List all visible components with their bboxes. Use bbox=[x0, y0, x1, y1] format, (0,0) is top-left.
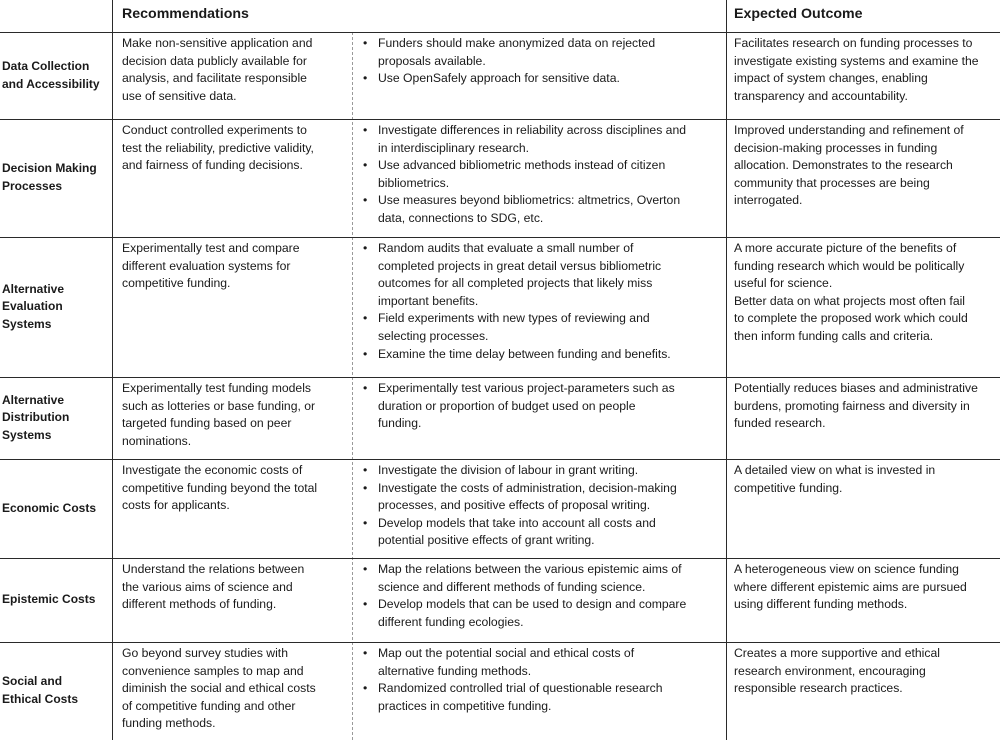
column-divider-dashed bbox=[352, 32, 353, 740]
outcome-line: transparency and accountability. bbox=[734, 88, 908, 103]
bullet-icon: • bbox=[363, 381, 368, 395]
bullet-icon: • bbox=[363, 515, 368, 530]
bullet-item bbox=[360, 70, 724, 88]
bullet-line: Develop models that can be used to design and compare bbox=[378, 597, 687, 612]
row-label-line: Epistemic Costs bbox=[2, 592, 96, 607]
recommendation-text bbox=[122, 122, 350, 175]
bullet-line: Develop models that take into account all costs and bbox=[378, 515, 656, 530]
bullet-icon: • bbox=[363, 480, 368, 495]
bullet-icon: • bbox=[363, 193, 368, 208]
recommendation-line: Conduct controlled experiments to bbox=[122, 123, 307, 137]
outcome-line: Creates a more supportive and ethical bbox=[734, 646, 940, 660]
bullet-icon: • bbox=[363, 597, 368, 612]
row-label-text bbox=[2, 673, 78, 708]
outcome-line: research environment, encouraging bbox=[734, 663, 926, 678]
action-bullet-list bbox=[360, 561, 724, 631]
outcome-line: investigate existing systems and examine the bbox=[734, 53, 979, 68]
bullet-line: selecting processes. bbox=[378, 328, 489, 343]
row-label-line: Ethical Costs bbox=[2, 692, 79, 706]
header-expected-outcome: Expected Outcome bbox=[734, 6, 863, 22]
recommendation-text bbox=[122, 462, 350, 515]
action-bullet-list bbox=[360, 240, 724, 363]
expected-outcome-text bbox=[734, 380, 1000, 433]
bullet-line: Investigate the costs of administration, decision-making bbox=[378, 480, 677, 495]
bullet-line: Use measures beyond bibliometrics: altmetrics, Overton bbox=[378, 193, 681, 208]
row-label-line: Processes bbox=[2, 179, 63, 193]
action-bullet-list bbox=[360, 645, 724, 715]
row-label-line: Decision Making bbox=[2, 161, 97, 176]
recommendation-text bbox=[122, 35, 350, 105]
bullet-item bbox=[360, 480, 724, 515]
bullet-item bbox=[360, 157, 724, 192]
bullet-item bbox=[360, 380, 724, 433]
row-label bbox=[0, 237, 112, 377]
row-label-line: Data Collection bbox=[2, 58, 90, 73]
recommendation-line: funding methods. bbox=[122, 716, 216, 731]
outcome-line: funded research. bbox=[734, 416, 826, 431]
row-label-line: Social and bbox=[2, 674, 63, 689]
bullet-line: Use OpenSafely approach for sensitive data. bbox=[378, 71, 620, 86]
recommendation-text bbox=[122, 561, 350, 614]
bullet-line: Field experiments with new types of reviewing and bbox=[378, 311, 650, 326]
recommendation-line: of competitive funding and other bbox=[122, 698, 296, 713]
bullet-line: Investigate the division of labour in grant writing. bbox=[378, 463, 639, 477]
expected-outcome-text bbox=[734, 35, 1000, 105]
bullet-icon: • bbox=[363, 241, 368, 255]
recommendation-line: decision data publicly available for bbox=[122, 53, 307, 68]
bullet-line: Investigate differences in reliability across disciplines and bbox=[378, 123, 687, 137]
bullet-item bbox=[360, 462, 724, 480]
recommendation-line: Understand the relations between bbox=[122, 562, 305, 576]
bullet-line: different funding ecologies. bbox=[378, 614, 524, 629]
row-label-line: and Accessibility bbox=[2, 76, 100, 91]
action-bullet-list bbox=[360, 35, 724, 88]
row-label bbox=[0, 119, 112, 237]
outcome-line: using different funding methods. bbox=[734, 597, 908, 612]
bullet-item bbox=[360, 35, 724, 70]
outcome-line: where different epistemic aims are pursued bbox=[734, 579, 967, 594]
recommendation-line: costs for applicants. bbox=[122, 498, 230, 513]
recommendation-line: convenience samples to map and bbox=[122, 663, 304, 678]
recommendation-line: and fairness of funding decisions. bbox=[122, 158, 303, 173]
expected-outcome-text bbox=[734, 122, 1000, 210]
outcome-line: Potentially reduces biases and administrative bbox=[734, 381, 978, 395]
recommendation-line: targeted funding based on peer bbox=[122, 416, 292, 431]
outcome-line: Better data on what projects most often fail bbox=[734, 293, 966, 308]
bullet-line: completed projects in great detail versus bibliometric bbox=[378, 258, 662, 273]
bullet-icon: • bbox=[363, 562, 368, 576]
row-label bbox=[0, 642, 112, 740]
row-label bbox=[0, 459, 112, 558]
bullet-line: Funders should make anonymized data on rejected bbox=[378, 36, 656, 50]
bullet-line: science and different methods of funding science. bbox=[378, 579, 646, 594]
expected-outcome-text bbox=[734, 645, 1000, 698]
bullet-line: Examine the time delay between funding and benefits. bbox=[378, 346, 671, 361]
outcome-line: responsible research practices. bbox=[734, 681, 903, 696]
recommendation-line: competitive funding. bbox=[122, 276, 231, 291]
row-label-text bbox=[2, 591, 95, 609]
outcome-line: decision-making processes in funding bbox=[734, 140, 938, 155]
bullet-line: potential positive effects of grant writing. bbox=[378, 533, 595, 548]
outcome-line: funding research which would be politically bbox=[734, 258, 965, 273]
row-label-line: Distribution bbox=[2, 410, 70, 425]
action-bullet-list bbox=[360, 122, 724, 228]
outcome-line: Improved understanding and refinement of bbox=[734, 123, 964, 137]
recommendation-line: different methods of funding. bbox=[122, 597, 277, 612]
row-label-line: Economic Costs bbox=[2, 500, 97, 515]
outcome-line: impact of system changes, enabling bbox=[734, 71, 928, 86]
bullet-item bbox=[360, 680, 724, 715]
recommendation-line: Go beyond survey studies with bbox=[122, 646, 288, 660]
row-label-text bbox=[2, 281, 64, 334]
bullet-icon: • bbox=[363, 463, 368, 477]
outcome-line: interrogated. bbox=[734, 193, 803, 208]
row-divider bbox=[0, 119, 1000, 120]
bullet-item bbox=[360, 122, 724, 157]
bullet-line: Randomized controlled trial of questionable research bbox=[378, 681, 663, 696]
bullet-icon: • bbox=[363, 123, 368, 137]
row-label-line: Alternative bbox=[2, 281, 65, 296]
bullet-line: outcomes for all completed projects that likely miss bbox=[378, 276, 653, 291]
row-label-text bbox=[2, 58, 100, 93]
bullet-line: alternative funding methods. bbox=[378, 663, 532, 678]
bullet-item bbox=[360, 596, 724, 631]
row-label-text bbox=[2, 392, 69, 445]
bullet-icon: • bbox=[363, 346, 368, 361]
outcome-line: Facilitates research on funding processes to bbox=[734, 36, 973, 50]
recommendation-line: use of sensitive data. bbox=[122, 88, 237, 103]
row-divider bbox=[0, 642, 1000, 643]
row-label bbox=[0, 377, 112, 459]
bullet-line: Map out the potential social and ethical costs of bbox=[378, 646, 635, 660]
bullet-icon: • bbox=[363, 36, 368, 50]
recommendation-line: such as lotteries or base funding, or bbox=[122, 398, 316, 413]
bullet-icon: • bbox=[363, 71, 368, 86]
bullet-line: practices in competitive funding. bbox=[378, 698, 552, 713]
bullet-line: important benefits. bbox=[378, 293, 479, 308]
recommendation-line: different evaluation systems for bbox=[122, 258, 291, 273]
bullet-line: in interdisciplinary research. bbox=[378, 140, 530, 155]
bullet-line: Random audits that evaluate a small number of bbox=[378, 241, 634, 255]
row-divider bbox=[0, 237, 1000, 238]
column-divider bbox=[112, 0, 113, 740]
bullet-line: processes, and positive effects of proposal writing. bbox=[378, 498, 651, 513]
outcome-line: A detailed view on what is invested in bbox=[734, 463, 936, 477]
outcome-line: A more accurate picture of the benefits of bbox=[734, 241, 957, 255]
action-bullet-list bbox=[360, 380, 724, 433]
outcome-line: then inform funding calls and criteria. bbox=[734, 328, 934, 343]
bullet-item bbox=[360, 515, 724, 550]
recommendation-line: diminish the social and ethical costs bbox=[122, 681, 316, 696]
outcome-line: to complete the proposed work which could bbox=[734, 311, 968, 326]
bullet-icon: • bbox=[363, 646, 368, 660]
recommendation-text bbox=[122, 380, 350, 450]
row-label-text bbox=[2, 160, 97, 195]
bullet-icon: • bbox=[363, 158, 368, 173]
bullet-line: Use advanced bibliometric methods instead of citizen bbox=[378, 158, 666, 173]
outcome-line: burdens, promoting fairness and diversity in bbox=[734, 398, 970, 413]
recommendation-line: Investigate the economic costs of bbox=[122, 463, 303, 477]
action-bullet-list bbox=[360, 462, 724, 550]
row-label-line: Systems bbox=[2, 427, 52, 442]
row-label-line: Systems bbox=[2, 316, 52, 331]
recommendation-line: Experimentally test and compare bbox=[122, 241, 300, 255]
expected-outcome-text bbox=[734, 561, 1000, 614]
row-divider bbox=[0, 377, 1000, 378]
row-divider bbox=[0, 459, 1000, 460]
outcome-line: A heterogeneous view on science funding bbox=[734, 562, 959, 576]
header-recommendations: Recommendations bbox=[122, 6, 249, 22]
expected-outcome-text bbox=[734, 462, 1000, 497]
bullet-item bbox=[360, 346, 724, 364]
bullet-line: funding. bbox=[378, 416, 422, 431]
recommendation-text bbox=[122, 645, 350, 733]
recommendation-line: Experimentally test funding models bbox=[122, 381, 312, 395]
bullet-item bbox=[360, 561, 724, 596]
recommendation-line: test the reliability, predictive validity, bbox=[122, 140, 314, 155]
outcome-line: competitive funding. bbox=[734, 480, 843, 495]
bullet-item bbox=[360, 645, 724, 680]
row-divider bbox=[0, 32, 1000, 33]
expected-outcome-text bbox=[734, 240, 1000, 346]
bullet-item bbox=[360, 240, 724, 310]
row-label-line: Alternative bbox=[2, 392, 65, 407]
row-label bbox=[0, 32, 112, 119]
bullet-line: duration or proportion of budget used on people bbox=[378, 398, 636, 413]
row-label-text bbox=[2, 500, 96, 518]
bullet-line: data, connections to SDG, etc. bbox=[378, 210, 544, 225]
bullet-item bbox=[360, 310, 724, 345]
bullet-line: Experimentally test various project-parameters such as bbox=[378, 381, 675, 395]
bullet-line: proposals available. bbox=[378, 53, 486, 68]
bullet-icon: • bbox=[363, 681, 368, 696]
bullet-icon: • bbox=[363, 311, 368, 326]
recommendation-line: the various aims of science and bbox=[122, 579, 293, 594]
outcome-line: community that processes are being bbox=[734, 175, 930, 190]
column-divider bbox=[726, 0, 727, 740]
bullet-item bbox=[360, 192, 724, 227]
bullet-line: Map the relations between the various epistemic aims of bbox=[378, 562, 682, 576]
recommendation-line: competitive funding beyond the total bbox=[122, 480, 318, 495]
row-label-line: Evaluation bbox=[2, 299, 63, 314]
outcome-line: useful for science. bbox=[734, 276, 833, 291]
recommendation-text bbox=[122, 240, 350, 293]
outcome-line: allocation. Demonstrates to the research bbox=[734, 158, 953, 173]
row-divider bbox=[0, 558, 1000, 559]
recommendation-line: Make non-sensitive application and bbox=[122, 36, 313, 50]
row-label bbox=[0, 558, 112, 642]
recommendation-line: analysis, and facilitate responsible bbox=[122, 71, 307, 86]
recommendation-line: nominations. bbox=[122, 433, 192, 448]
bullet-line: bibliometrics. bbox=[378, 175, 450, 190]
